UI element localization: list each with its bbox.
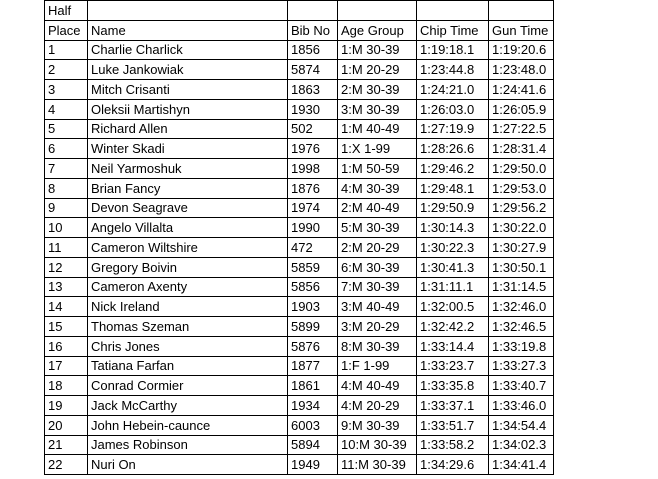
- cell-chip-time: 1:30:22.3: [417, 238, 489, 258]
- cell-name: Winter Skadi: [88, 139, 288, 159]
- cell-place: 6: [45, 139, 88, 159]
- column-header-place: Place: [45, 20, 88, 40]
- cell-age-group: 11:M 30-39: [338, 455, 417, 475]
- cell-age-group: 5:M 30-39: [338, 218, 417, 238]
- cell-gun-time: 1:24:41.6: [489, 80, 554, 100]
- table-row: [45, 99, 554, 119]
- cell-age-group: 9:M 30-39: [338, 415, 417, 435]
- cell-place: 19: [45, 396, 88, 416]
- cell-age-group: 2:M 20-29: [338, 238, 417, 258]
- cell-chip-time: 1:33:23.7: [417, 356, 489, 376]
- cell-place: 12: [45, 257, 88, 277]
- cell-age-group: 1:M 50-59: [338, 159, 417, 179]
- cell-chip-time: 1:34:29.6: [417, 455, 489, 475]
- cell-chip-time: 1:32:00.5: [417, 297, 489, 317]
- cell-chip-time: 1:27:19.9: [417, 119, 489, 139]
- cell-age-group: 10:M 30-39: [338, 435, 417, 455]
- cell-place: 18: [45, 376, 88, 396]
- cell-bib: 472: [288, 238, 338, 258]
- table-row: [45, 297, 554, 317]
- cell-chip-time: 1:31:11.1: [417, 277, 489, 297]
- cell-place: 17: [45, 356, 88, 376]
- cell-bib: 1861: [288, 376, 338, 396]
- cell-gun-time: 1:33:27.3: [489, 356, 554, 376]
- column-header-bib: Bib No: [288, 20, 338, 40]
- cell-gun-time: 1:27:22.5: [489, 119, 554, 139]
- cell-age-group: 3:M 40-49: [338, 297, 417, 317]
- cell-bib: 1877: [288, 356, 338, 376]
- cell-name: Neil Yarmoshuk: [88, 159, 288, 179]
- table-row: [45, 119, 554, 139]
- table-row: [45, 40, 554, 60]
- cell-name: Devon Seagrave: [88, 198, 288, 218]
- cell-bib: 1998: [288, 159, 338, 179]
- cell-chip-time: 1:26:03.0: [417, 99, 489, 119]
- header-top-cell: [338, 1, 417, 21]
- table-row: [45, 159, 554, 179]
- cell-place: 3: [45, 80, 88, 100]
- cell-gun-time: 1:34:54.4: [489, 415, 554, 435]
- table-row: [45, 277, 554, 297]
- table-row: [45, 178, 554, 198]
- cell-bib: 1934: [288, 396, 338, 416]
- cell-gun-time: 1:32:46.5: [489, 317, 554, 337]
- cell-gun-time: 1:29:53.0: [489, 178, 554, 198]
- cell-chip-time: 1:28:26.6: [417, 139, 489, 159]
- cell-place: 16: [45, 336, 88, 356]
- cell-gun-time: 1:32:46.0: [489, 297, 554, 317]
- cell-place: 10: [45, 218, 88, 238]
- cell-age-group: 1:M 30-39: [338, 40, 417, 60]
- cell-name: Tatiana Farfan: [88, 356, 288, 376]
- cell-bib: 1876: [288, 178, 338, 198]
- cell-chip-time: 1:30:14.3: [417, 218, 489, 238]
- cell-name: Nuri On: [88, 455, 288, 475]
- cell-place: 11: [45, 238, 88, 258]
- cell-chip-time: 1:33:14.4: [417, 336, 489, 356]
- cell-age-group: 1:M 20-29: [338, 60, 417, 80]
- cell-bib: 5874: [288, 60, 338, 80]
- cell-age-group: 1:M 40-49: [338, 119, 417, 139]
- cell-place: 5: [45, 119, 88, 139]
- cell-gun-time: 1:31:14.5: [489, 277, 554, 297]
- cell-age-group: 1:X 1-99: [338, 139, 417, 159]
- cell-name: Thomas Szeman: [88, 317, 288, 337]
- cell-chip-time: 1:24:21.0: [417, 80, 489, 100]
- header-row-top: [45, 1, 554, 21]
- table-row: [45, 356, 554, 376]
- cell-gun-time: 1:33:19.8: [489, 336, 554, 356]
- cell-chip-time: 1:32:42.2: [417, 317, 489, 337]
- cell-name: James Robinson: [88, 435, 288, 455]
- cell-age-group: 1:F 1-99: [338, 356, 417, 376]
- cell-chip-time: 1:33:58.2: [417, 435, 489, 455]
- table-row: [45, 317, 554, 337]
- cell-gun-time: 1:28:31.4: [489, 139, 554, 159]
- cell-place: 14: [45, 297, 88, 317]
- cell-gun-time: 1:23:48.0: [489, 60, 554, 80]
- cell-bib: 1976: [288, 139, 338, 159]
- cell-bib: 502: [288, 119, 338, 139]
- table-row: [45, 60, 554, 80]
- cell-age-group: 8:M 30-39: [338, 336, 417, 356]
- results-table: [44, 0, 554, 475]
- cell-bib: 1863: [288, 80, 338, 100]
- cell-bib: 5876: [288, 336, 338, 356]
- cell-gun-time: 1:33:46.0: [489, 396, 554, 416]
- table-row: [45, 218, 554, 238]
- cell-place: 8: [45, 178, 88, 198]
- table-row: [45, 139, 554, 159]
- cell-age-group: 4:M 20-29: [338, 396, 417, 416]
- header-top-cell: [288, 1, 338, 21]
- column-header-name: Name: [88, 20, 288, 40]
- cell-gun-time: 1:19:20.6: [489, 40, 554, 60]
- cell-bib: 5894: [288, 435, 338, 455]
- cell-chip-time: 1:33:35.8: [417, 376, 489, 396]
- column-header-chip-time: Chip Time: [417, 20, 489, 40]
- cell-bib: 1949: [288, 455, 338, 475]
- cell-place: 15: [45, 317, 88, 337]
- cell-age-group: 2:M 40-49: [338, 198, 417, 218]
- table-row: [45, 198, 554, 218]
- cell-gun-time: 1:30:22.0: [489, 218, 554, 238]
- table-row: [45, 80, 554, 100]
- cell-place: 1: [45, 40, 88, 60]
- cell-bib: 1974: [288, 198, 338, 218]
- table-row: [45, 376, 554, 396]
- cell-chip-time: 1:33:51.7: [417, 415, 489, 435]
- header-top-cell: [88, 1, 288, 21]
- cell-chip-time: 1:30:41.3: [417, 257, 489, 277]
- cell-name: Chris Jones: [88, 336, 288, 356]
- cell-age-group: 7:M 30-39: [338, 277, 417, 297]
- cell-chip-time: 1:19:18.1: [417, 40, 489, 60]
- cell-chip-time: 1:33:37.1: [417, 396, 489, 416]
- cell-age-group: 6:M 30-39: [338, 257, 417, 277]
- cell-name: Cameron Axenty: [88, 277, 288, 297]
- cell-place: 13: [45, 277, 88, 297]
- cell-name: John Hebein-caunce: [88, 415, 288, 435]
- results-sheet: [44, 0, 554, 475]
- cell-name: Mitch Crisanti: [88, 80, 288, 100]
- cell-chip-time: 1:29:50.9: [417, 198, 489, 218]
- table-row: [45, 415, 554, 435]
- cell-name: Nick Ireland: [88, 297, 288, 317]
- header-row: [45, 20, 554, 40]
- cell-chip-time: 1:29:48.1: [417, 178, 489, 198]
- table-row: [45, 435, 554, 455]
- cell-chip-time: 1:23:44.8: [417, 60, 489, 80]
- cell-name: Angelo Villalta: [88, 218, 288, 238]
- cell-bib: 5899: [288, 317, 338, 337]
- cell-name: Richard Allen: [88, 119, 288, 139]
- cell-bib: 1903: [288, 297, 338, 317]
- cell-bib: 5859: [288, 257, 338, 277]
- table-row: [45, 238, 554, 258]
- table-row: [45, 396, 554, 416]
- cell-place: 9: [45, 198, 88, 218]
- cell-bib: 1930: [288, 99, 338, 119]
- header-top-cell: [489, 1, 554, 21]
- cell-gun-time: 1:30:50.1: [489, 257, 554, 277]
- cell-name: Oleksii Martishyn: [88, 99, 288, 119]
- cell-gun-time: 1:30:27.9: [489, 238, 554, 258]
- cell-name: Charlie Charlick: [88, 40, 288, 60]
- cell-gun-time: 1:34:41.4: [489, 455, 554, 475]
- cell-name: Brian Fancy: [88, 178, 288, 198]
- header-top-cell: [417, 1, 489, 21]
- cell-bib: 6003: [288, 415, 338, 435]
- cell-bib: 1990: [288, 218, 338, 238]
- cell-place: 4: [45, 99, 88, 119]
- cell-age-group: 3:M 30-39: [338, 99, 417, 119]
- cell-chip-time: 1:29:46.2: [417, 159, 489, 179]
- cell-place: 22: [45, 455, 88, 475]
- column-header-age-group: Age Group: [338, 20, 417, 40]
- header-top-cell: Half: [45, 1, 88, 21]
- cell-place: 20: [45, 415, 88, 435]
- cell-age-group: 4:M 30-39: [338, 178, 417, 198]
- column-header-gun-time: Gun Time: [489, 20, 554, 40]
- cell-name: Gregory Boivin: [88, 257, 288, 277]
- cell-place: 2: [45, 60, 88, 80]
- cell-place: 21: [45, 435, 88, 455]
- cell-age-group: 4:M 40-49: [338, 376, 417, 396]
- cell-gun-time: 1:33:40.7: [489, 376, 554, 396]
- cell-bib: 5856: [288, 277, 338, 297]
- table-row: [45, 257, 554, 277]
- cell-gun-time: 1:34:02.3: [489, 435, 554, 455]
- table-row: [45, 455, 554, 475]
- cell-gun-time: 1:26:05.9: [489, 99, 554, 119]
- cell-gun-time: 1:29:56.2: [489, 198, 554, 218]
- cell-name: Luke Jankowiak: [88, 60, 288, 80]
- cell-age-group: 2:M 30-39: [338, 80, 417, 100]
- cell-gun-time: 1:29:50.0: [489, 159, 554, 179]
- cell-bib: 1856: [288, 40, 338, 60]
- cell-age-group: 3:M 20-29: [338, 317, 417, 337]
- cell-name: Cameron Wiltshire: [88, 238, 288, 258]
- cell-name: Conrad Cormier: [88, 376, 288, 396]
- cell-place: 7: [45, 159, 88, 179]
- table-row: [45, 336, 554, 356]
- cell-name: Jack McCarthy: [88, 396, 288, 416]
